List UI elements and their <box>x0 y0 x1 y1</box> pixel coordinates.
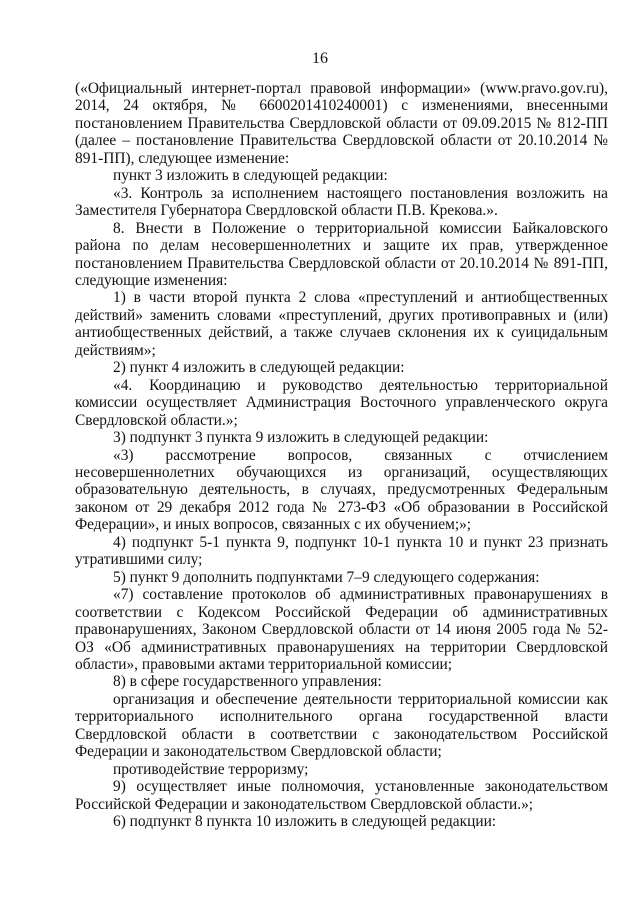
paragraph-13: 8) в сфере государственного управления: <box>113 673 382 691</box>
paragraph-7: «4. Координацию и руководство деятельностью территориальной комиссии осуществляет Администрация Восточного управленческого округа Свердловской области.»; <box>75 376 608 429</box>
paragraph-15: противодействие терроризму; <box>113 760 309 778</box>
paragraph-8: 3) подпункт 3 пункта 9 изложить в следующей редакции: <box>113 429 489 447</box>
paragraph-3: «3. Контроль за исполнением настоящего постановления возложить на Заместителя Губернатора Свердловской области П.В. Крекова.». <box>75 184 608 220</box>
paragraph-1: («Официальный интернет-портал правовой информации» (www.pravo.gov.ru), 2014, 24 октября, № 6600201410240001) с изменениями, внесенными постановлением Правительства Свердловской области от 09.09.2015 № 812-ПП (далее – постановление Правительства Свердловской области от 20.10.2014 № 891-ПП), следующее изменение: <box>75 80 608 167</box>
paragraph-10: 4) подпункт 5-1 пункта 9, подпункт 10-1 пункта 10 и пункт 23 признать утратившими силу; <box>75 533 608 569</box>
paragraph-11: 5) пункт 9 дополнить подпунктами 7–9 следующего содержания: <box>113 568 540 586</box>
paragraph-16: 9) осуществляет иные полномочия, установленные законодательством Российской Федерации и законодательством Свердловской области.»; <box>75 778 608 813</box>
paragraph-2: пункт 3 изложить в следующей редакции: <box>113 167 388 185</box>
paragraph-17: 6) подпункт 8 пункта 10 изложить в следующей редакции: <box>113 813 497 831</box>
paragraph-6: 2) пункт 4 изложить в следующей редакции: <box>113 359 405 377</box>
paragraph-4: 8. Внести в Положение о территориальной комиссии Байкаловского района по делам несовершеннолетних и защите их прав, утвержденное постановлением Правительства Свердловской области от 20.10.2014 № 891-ПП, следующие изменения: <box>75 219 608 289</box>
document-body <box>75 80 608 830</box>
paragraph-5: 1) в части второй пункта 2 слова «преступлений и антиобщественных действий» заменить словами «преступлений, других противоправных и (или) антиобщественных действий, а также случаев склонения их к суицидальным действиям»; <box>75 289 608 359</box>
page-number: 16 <box>312 50 328 67</box>
paragraph-9: «3) рассмотрение вопросов, связанных с отчислением несовершеннолетних обучающихся из организаций, осуществляющих образовательную деятельность, в случаях, предусмотренных Федеральным законом от 29 декабря 2012 года № 273-ФЗ «Об образовании в Российской Федерации», и иных вопросов, связанных с их обучением;»; <box>75 446 608 534</box>
paragraph-14: организация и обеспечение деятельности территориальной комиссии как территориального исполнительного органа государственной власти Свердловской области в соответствии с законодательством Российской Федерации и законодательством Свердловской области; <box>75 690 608 761</box>
paragraph-12: «7) составление протоколов об административных правонарушениях в соответствии с Кодексом Российской Федерации об административных правонарушениях, Законом Свердловской области от 14 июня 2005 года № 52-ОЗ «Об административных правонарушениях на территории Свердловской области», правовыми актами территориальной комиссии; <box>75 586 608 673</box>
